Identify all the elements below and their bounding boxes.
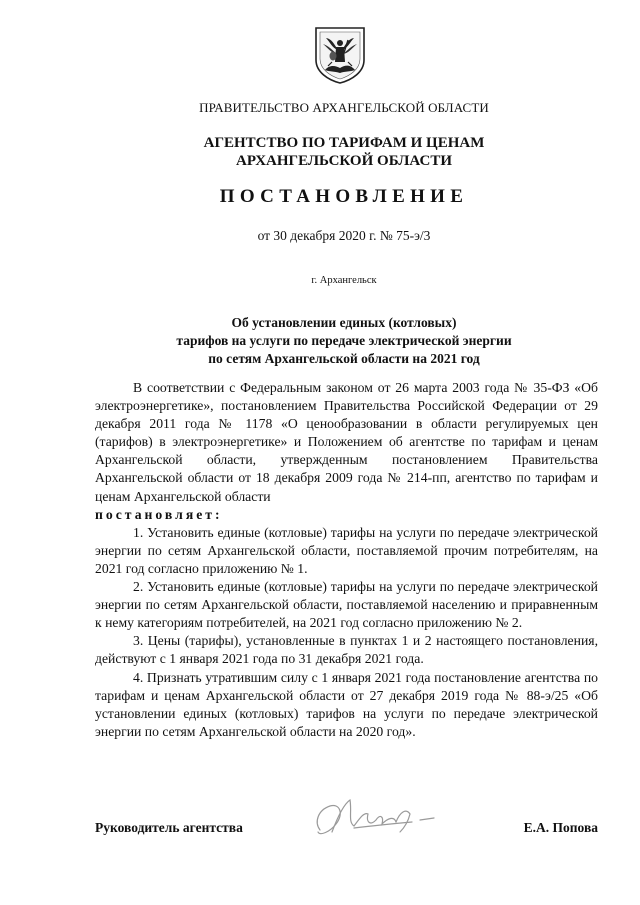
subject-line3: по сетям Архангельской области на 2021 год — [208, 351, 480, 366]
document-body — [95, 379, 598, 741]
decree-word — [95, 506, 598, 524]
decree-item-2: 2. Установить единые (котловые) тарифы на услуги по передаче электрической энергии по сетям Архангельской области, поставляемой населению и приравненным к нему категориям потребителей, на 2021 год согласно приложению № 2. — [95, 579, 598, 631]
handwritten-signature — [310, 792, 440, 848]
signatory-position: Руководитель агентства — [95, 820, 243, 835]
agency-name — [90, 134, 598, 170]
agency-name-line2: АРХАНГЕЛЬСКОЙ ОБЛАСТИ — [236, 153, 452, 169]
document-type: ПОСТАНОВЛЕНИЕ — [219, 186, 469, 207]
document-subject — [90, 314, 598, 368]
city: г. Архангельск — [311, 275, 377, 286]
coat-of-arms-icon — [312, 26, 368, 84]
government-name: ПРАВИТЕЛЬСТВО АРХАНГЕЛЬСКОЙ ОБЛАСТИ — [199, 100, 489, 115]
decree-item-3: 3. Цены (тарифы), установленные в пунктах 1 и 2 настоящего постановления, действуют с 1 января 2021 года по 31 декабря 2021 года. — [95, 633, 598, 667]
preamble-paragraph: В соответствии с Федеральным законом от 26 марта 2003 года № 35-ФЗ «Об электроэнергетике», постановлением Правительства Российской Федерации от 29 декабря 2011 года № 1178 «О ценообразовании в области регулируемых цен (тарифов) в электроэнергетике» и Положением об агентстве по тарифам и ценам Архангельской области, утвержденным постановлением Правительства Архангельской области от 18 декабря 2009 года № 214-пп, агентство по тарифам и ценам Архангельской области — [95, 380, 598, 504]
subject-line2: тарифов на услуги по передаче электрической энергии — [176, 333, 512, 348]
subject-line1: Об установлении единых (котловых) — [231, 315, 457, 330]
decree-item-4: 4. Признать утратившим силу с 1 января 2021 года постановление агентства по тарифам и ценам Архангельской области от 27 декабря 2019 года № 88-э/25 «Об установлении единых (котловых) тарифов на услуги по передаче электрической энергии по сетям Архангельской области на 2020 год». — [95, 669, 598, 739]
signatory-name: Е.А. Попова — [523, 820, 598, 835]
decree-word-text: постановляет: — [95, 506, 223, 522]
decree-item-1: 1. Установить единые (котловые) тарифы на услуги по передаче электрической энергии по сетям Архангельской области, поставляемой прочим потребителям, на 2021 год согласно приложению № 1. — [95, 524, 598, 576]
document-date-number: от 30 декабря 2020 г. № 75-э/3 — [257, 228, 431, 243]
agency-name-line1: АГЕНТСТВО ПО ТАРИФАМ И ЦЕНАМ — [203, 135, 485, 151]
